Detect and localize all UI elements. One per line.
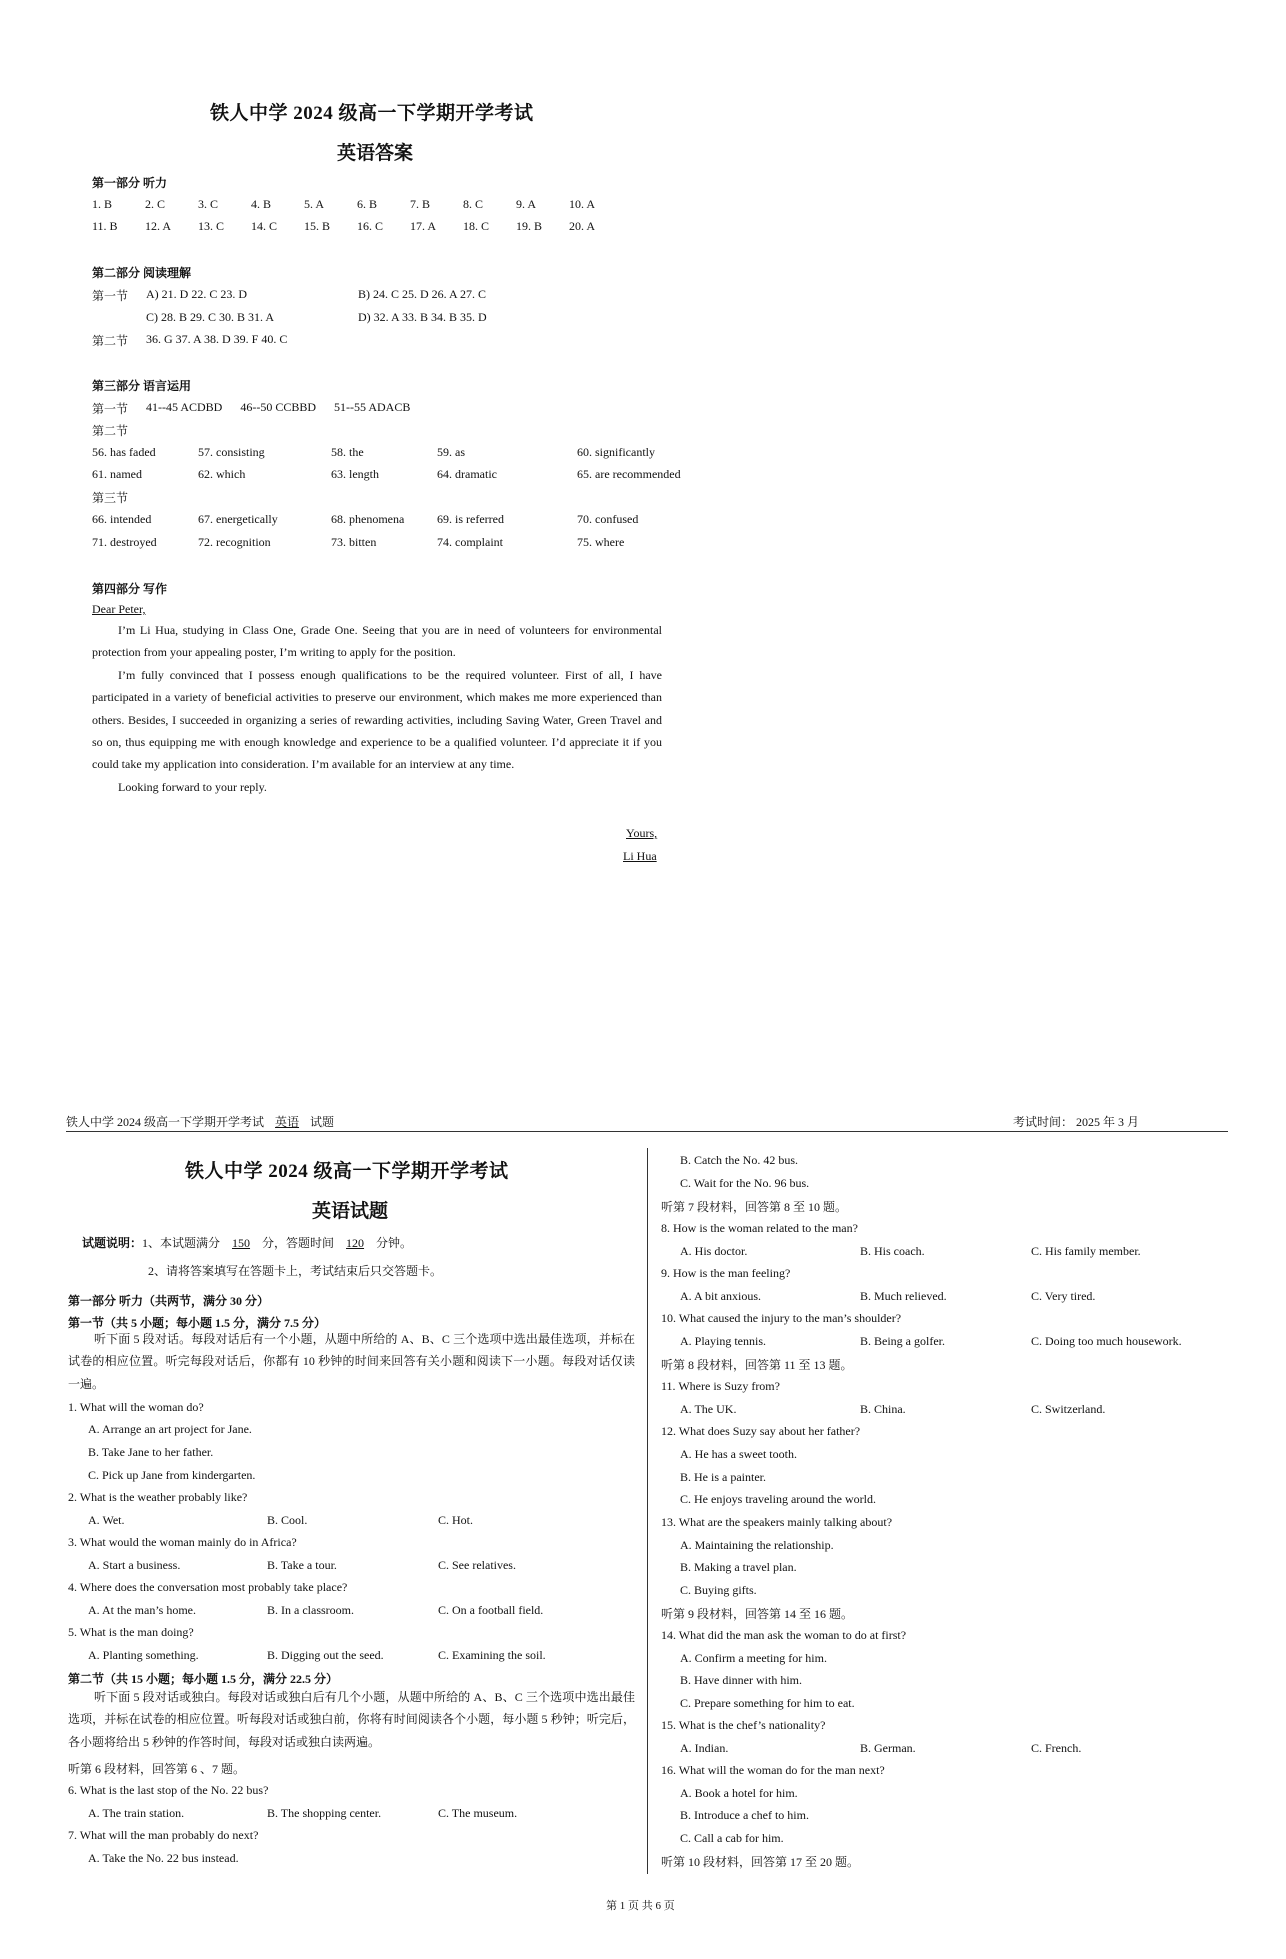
option: C. French.	[1031, 1741, 1082, 1755]
part2-heading: 第二部分 阅读理解	[92, 266, 192, 280]
section2-heading: 第二节（共 15 小题；每小题 1.5 分，满分 22.5 分）	[68, 1672, 339, 1686]
answer-item: 62. which	[198, 467, 246, 481]
letter-salutation: Dear Peter,	[92, 602, 146, 616]
exam-header-date: 考试时间： 2025 年 3 月	[1013, 1115, 1140, 1129]
material-9: 听第 9 段材料，回答第 14 至 16 题。	[661, 1607, 854, 1621]
option: B. Introduce a chef to him.	[680, 1808, 809, 1822]
question-6: 6. What is the last stop of the No. 22 bus?	[68, 1783, 269, 1797]
letter-paragraph: I’m Li Hua, studying in Class One, Grade One. Seeing that you are in need of volunteers for environmental protection from your appealing poster, I’m writing to apply for the position.	[92, 623, 662, 660]
exam-header-left	[66, 1113, 334, 1130]
language-s1-label: 第一节	[92, 402, 129, 416]
letter-paragraph: Looking forward to your reply.	[118, 779, 267, 794]
option: C. Buying gifts.	[680, 1583, 757, 1597]
reading-s1-a: A) 21. D 22. C 23. D	[146, 287, 247, 301]
section1-intro	[68, 1328, 635, 1395]
option: A. The train station.	[88, 1806, 185, 1820]
header-rule	[66, 1131, 1228, 1132]
option: A. The UK.	[680, 1402, 737, 1416]
section1-heading: 第一节（共 5 小题；每小题 1.5 分，满分 7.5 分）	[68, 1316, 327, 1330]
answer-item: 56. has faded	[92, 445, 156, 459]
option: C. Examining the soil.	[438, 1648, 546, 1662]
option: B. Making a travel plan.	[680, 1560, 797, 1574]
reading-s1-d: D) 32. A 33. B 34. B 35. D	[358, 310, 487, 324]
option: A. At the man’s home.	[88, 1603, 196, 1617]
language-s2-label: 第二节	[92, 424, 129, 438]
option: A. Playing tennis.	[680, 1334, 766, 1348]
section2-intro	[68, 1686, 635, 1753]
listening-part-heading: 第一部分 听力（共两节，满分 30 分）	[68, 1294, 270, 1308]
answer-item: 68. phenomena	[331, 512, 405, 526]
answer-item: 61. named	[92, 467, 142, 481]
option: B. The shopping center.	[267, 1806, 382, 1820]
answer-item: 13. C	[198, 219, 225, 233]
question-4: 4. Where does the conversation most probably take place?	[68, 1580, 348, 1594]
answer-item: 72. recognition	[198, 535, 271, 549]
answer-item: 7. B	[410, 197, 431, 211]
exam-subtitle: 英语试题	[312, 1201, 389, 1222]
option: A. He has a sweet tooth.	[680, 1447, 797, 1461]
option: B. In a classroom.	[267, 1603, 354, 1617]
answer-item: 74. complaint	[437, 535, 503, 549]
option: A. Planting something.	[88, 1648, 199, 1662]
option: A. Book a hotel for him.	[680, 1786, 798, 1800]
answer-item: 16. C	[357, 219, 384, 233]
answer-item: 10. A	[569, 197, 596, 211]
reading-s2-line: 36. G 37. A 38. D 39. F 40. C	[146, 332, 288, 346]
language-s1-line: 41--45 ACDBD 46--50 CCBBD 51--55 ADACB	[146, 400, 411, 414]
answer-item: 4. B	[251, 197, 272, 211]
question-14: 14. What did the man ask the woman to do at first?	[661, 1628, 907, 1642]
letter-signature: Li Hua	[623, 849, 657, 863]
question-3: 3. What would the woman mainly do in Africa?	[68, 1535, 297, 1549]
instr-text: 1、本试题满分	[142, 1236, 221, 1250]
option: B. Much relieved.	[860, 1289, 947, 1303]
answer-subtitle: 英语答案	[337, 143, 414, 164]
header-school: 铁人中学 2024 级高一下学期开学考试	[66, 1115, 265, 1129]
answer-item: 9. A	[516, 197, 537, 211]
letter-paragraph: I’m fully convinced that I possess enough qualifications to be the required volunteer. First of all, I have participated in a variety of beneficial activities to preserve our environment, which makes me more experienced than others. Besides, I succeeded in organizing a series of rewarding activities, including Saving Water, Green Travel and so on, thus equipping me with enough knowledge and experience to be a qualified volunteer. I’d appreciate it if you could take my application into consideration. I’m available for an interview at any time.	[92, 667, 662, 772]
intro-text: 听下面 5 段对话或独白。每段对话或独白后有几个小题，从题中所给的 A、B、C 三个选项中选出最佳选项，并标在试卷的相应位置。听每段对话或独白前，你将有时间阅读各个小题，每小题 5 秒钟；听完后，各小题将给出 5 秒钟的作答时间，每段对话或独白读两遍。	[68, 1690, 635, 1749]
answer-item: 57. consisting	[198, 445, 265, 459]
option: B. He is a painter.	[680, 1470, 766, 1484]
option: A. Start a business.	[88, 1558, 181, 1572]
instructions-label: 试题说明：	[82, 1236, 143, 1250]
answer-item: 64. dramatic	[437, 467, 497, 481]
option: C. Pick up Jane from kindergarten.	[88, 1468, 256, 1482]
page-number: 第 1 页 共 6 页	[606, 1900, 675, 1912]
option: A. A bit anxious.	[680, 1289, 762, 1303]
material-7: 听第 7 段材料，回答第 8 至 10 题。	[661, 1200, 848, 1214]
option: A. Indian.	[680, 1741, 729, 1755]
letter-closing: Yours,	[626, 826, 658, 840]
answer-item: 70. confused	[577, 512, 639, 526]
option: C. Very tired.	[1031, 1289, 1096, 1303]
option: B. Take Jane to her father.	[88, 1445, 214, 1459]
option: B. Take a tour.	[267, 1558, 337, 1572]
answer-item: 75. where	[577, 535, 625, 549]
question-8: 8. How is the woman related to the man?	[661, 1221, 858, 1235]
answer-item: 18. C	[463, 219, 490, 233]
option: C. The museum.	[438, 1806, 518, 1820]
reading-s1-c: C) 28. B 29. C 30. B 31. A	[146, 310, 275, 324]
question-15: 15. What is the chef’s nationality?	[661, 1718, 826, 1732]
question-5: 5. What is the man doing?	[68, 1625, 194, 1639]
answer-item: 60. significantly	[577, 445, 655, 459]
answer-item: 6. B	[357, 197, 378, 211]
answer-item: 2. C	[145, 197, 166, 211]
option: B. German.	[860, 1741, 916, 1755]
option: C. Call a cab for him.	[680, 1831, 784, 1845]
option: C. Doing too much housework.	[1031, 1334, 1182, 1348]
question-12: 12. What does Suzy say about her father?	[661, 1424, 861, 1438]
answer-item: 1. B	[92, 197, 113, 211]
intro-text: 听下面 5 段对话。每段对话后有一个小题，从题中所给的 A、B、C 三个选项中选出最佳选项，并标在试卷的相应位置。听完每段对话后，你都有 10 秒钟的时间来回答有关小题和阅读下一小题。每段对话仅读一遍。	[68, 1332, 635, 1391]
answer-item: 12. A	[145, 219, 172, 233]
answer-item: 71. destroyed	[92, 535, 157, 549]
header-type: 试题	[310, 1115, 335, 1129]
answer-item: 15. B	[304, 219, 331, 233]
question-13: 13. What are the speakers mainly talking about?	[661, 1515, 893, 1529]
answer-item: 8. C	[463, 197, 484, 211]
full-score: 150	[232, 1236, 251, 1250]
answer-item: 63. length	[331, 467, 379, 481]
option: A. Wet.	[88, 1513, 125, 1527]
question-11: 11. Where is Suzy from?	[661, 1379, 780, 1393]
answer-item: 19. B	[516, 219, 543, 233]
language-s3-label: 第三节	[92, 491, 129, 505]
option: B. Have dinner with him.	[680, 1673, 802, 1687]
exam-duration: 120	[346, 1236, 365, 1250]
option: C. Hot.	[438, 1513, 474, 1527]
answer-item: 69. is referred	[437, 512, 504, 526]
question-2: 2. What is the weather probably like?	[68, 1490, 248, 1504]
option: A. Arrange an art project for Jane.	[88, 1422, 252, 1436]
instr-text: 分钟。	[376, 1236, 413, 1250]
option: C. On a football field.	[438, 1603, 544, 1617]
option: C. Wait for the No. 96 bus.	[680, 1176, 810, 1190]
option: B. Being a golfer.	[860, 1334, 945, 1348]
part1-heading: 第一部分 听力	[92, 176, 168, 190]
header-subject: 英语	[275, 1115, 300, 1129]
instr-text: 分，答题时间	[262, 1236, 335, 1250]
option: B. China.	[860, 1402, 906, 1416]
material-8: 听第 8 段材料，回答第 11 至 13 题。	[661, 1358, 853, 1372]
answer-item: 17. A	[410, 219, 437, 233]
option: A. Maintaining the relationship.	[680, 1538, 834, 1552]
answer-item: 66. intended	[92, 512, 152, 526]
part3-heading: 第三部分 语言运用	[92, 379, 192, 393]
question-7: 7. What will the man probably do next?	[68, 1828, 259, 1842]
option: B. Digging out the seed.	[267, 1648, 384, 1662]
option: C. Prepare something for him to eat.	[680, 1696, 855, 1710]
material-10: 听第 10 段材料，回答第 17 至 20 题。	[661, 1855, 860, 1869]
reading-s1-label: 第一节	[92, 289, 129, 303]
option: C. See relatives.	[438, 1558, 516, 1572]
letter-body	[92, 619, 662, 798]
exam-title: 铁人中学 2024 级高一下学期开学考试	[185, 1161, 509, 1182]
option: A. His doctor.	[680, 1244, 748, 1258]
answer-item: 20. A	[569, 219, 596, 233]
answer-item: 65. are recommended	[577, 467, 681, 481]
option: B. Catch the No. 42 bus.	[680, 1153, 798, 1167]
question-10: 10. What caused the injury to the man’s shoulder?	[661, 1311, 902, 1325]
answer-item: 67. energetically	[198, 512, 278, 526]
reading-s2-label: 第二节	[92, 334, 129, 348]
part4-heading: 第四部分 写作	[92, 582, 168, 596]
answer-item: 59. as	[437, 445, 465, 459]
exam-instructions-2: 2、请将答案填写在答题卡上，考试结束后只交答题卡。	[148, 1264, 443, 1278]
answer-item: 73. bitten	[331, 535, 377, 549]
reading-s1-b: B) 24. C 25. D 26. A 27. C	[358, 287, 487, 301]
option: C. He enjoys traveling around the world.	[680, 1492, 876, 1506]
option: A. Take the No. 22 bus instead.	[88, 1851, 239, 1865]
option: C. His family member.	[1031, 1244, 1141, 1258]
answer-item: 58. the	[331, 445, 364, 459]
answer-item: 5. A	[304, 197, 325, 211]
answer-title: 铁人中学 2024 级高一下学期开学考试	[210, 103, 534, 124]
option: C. Switzerland.	[1031, 1402, 1106, 1416]
option: B. His coach.	[860, 1244, 925, 1258]
exam-instructions-1	[82, 1234, 412, 1251]
column-divider	[647, 1148, 648, 1874]
option: B. Cool.	[267, 1513, 308, 1527]
question-1: 1. What will the woman do?	[68, 1400, 204, 1414]
answer-item: 11. B	[92, 219, 118, 233]
question-16: 16. What will the woman do for the man next?	[661, 1763, 885, 1777]
question-9: 9. How is the man feeling?	[661, 1266, 791, 1280]
material-6: 听第 6 段材料，回答第 6 、7 题。	[68, 1762, 246, 1776]
option: A. Confirm a meeting for him.	[680, 1651, 827, 1665]
answer-item: 14. C	[251, 219, 278, 233]
answer-item: 3. C	[198, 197, 219, 211]
